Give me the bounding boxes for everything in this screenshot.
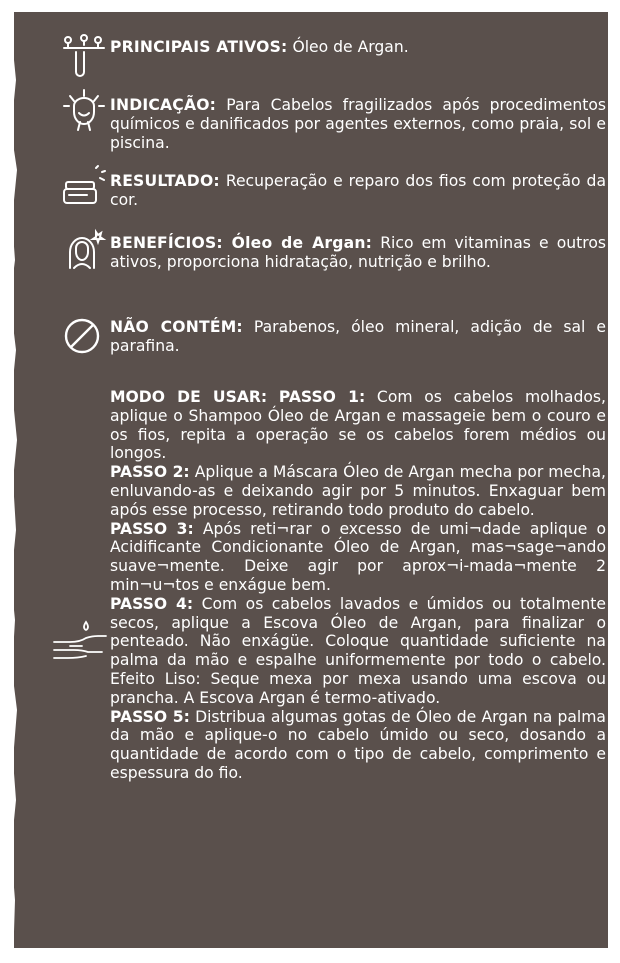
section-heading: INDICAÇÃO: bbox=[110, 96, 217, 114]
step-4 bbox=[110, 595, 606, 708]
section-text: Rico em vitaminas e outros ativos, proporciona hidratação, nutrição e brilho. bbox=[110, 234, 607, 271]
section-indicacao bbox=[110, 96, 606, 153]
step-2 bbox=[110, 463, 606, 519]
info-panel bbox=[14, 12, 608, 948]
step-label: PASSO 1: bbox=[278, 388, 366, 406]
step-label: PASSO 5: bbox=[110, 707, 190, 726]
modo-heading: MODO DE USAR: bbox=[110, 388, 268, 406]
step-3 bbox=[110, 520, 606, 595]
cream-jar-icon bbox=[60, 164, 108, 210]
section-resultado bbox=[110, 172, 606, 210]
section-heading: RESULTADO: bbox=[110, 172, 220, 190]
section-heading: PRINCIPAIS ATIVOS: bbox=[110, 38, 288, 56]
prohibited-icon bbox=[60, 314, 108, 360]
step-text: Com os cabelos lavados e úmidos ou totalmente secos, aplique a Escova Óleo de Argan, para finalizar o penteado. Não enxágüe. Coloque quantidade suficiente na palma da mão e espalhe uniformemente por todo o cabelo. Efeito Liso: Seque mexa por mexa usando uma escova ou prancha. A Escova Argan é termo-ativado. bbox=[110, 594, 606, 707]
step-label: PASSO 4: bbox=[110, 594, 194, 613]
section-text: Recuperação e reparo dos fios com proteção da cor. bbox=[110, 172, 606, 209]
section-text: Óleo de Argan. bbox=[287, 38, 409, 56]
step-text: Distribua algumas gotas de Óleo de Argan na palma da mão e aplique-o no cabelo úmido ou seco, dosando a quantidade de acordo com o tipo de cabelo, comprimento e espessura do fio. bbox=[110, 707, 606, 782]
section-text: Para Cabelos fragilizados após procedimentos químicos e danificados por agentes externos, como praia, sol e piscina. bbox=[110, 96, 606, 152]
step-5 bbox=[110, 708, 606, 783]
step-text: Com os cabelos molhados, aplique o Shampoo Óleo de Argan e massageie bem o couro e os fios, repita a operação se os cabelos forem médios ou longos. bbox=[110, 388, 606, 463]
section-principais-ativos bbox=[110, 38, 606, 57]
step-label: PASSO 3: bbox=[110, 519, 194, 538]
step-text: Aplique a Máscara Óleo de Argan mecha por mecha, enluvando-as e deixando agir por 5 minutos. Enxaguar bem após esse processo, retirando todo produto do cabelo. bbox=[110, 463, 606, 519]
section-heading: BENEFÍCIOS: Óleo de Argan: bbox=[110, 234, 373, 252]
face-shine-icon bbox=[60, 88, 108, 134]
step-label: PASSO 2: bbox=[110, 463, 190, 482]
section-heading: NÃO CONTÉM: bbox=[110, 318, 243, 336]
test-tubes-icon bbox=[60, 34, 108, 80]
woman-hair-icon bbox=[60, 228, 108, 274]
section-nao-contem bbox=[110, 318, 606, 356]
section-text: Parabenos, óleo mineral, adição de sal e parafina. bbox=[110, 318, 606, 355]
modo-de-usar bbox=[110, 388, 606, 783]
step-text: Após reti¬rar o excesso de umi¬dade aplique o Acidificante Condicionante Óleo de Argan, mas¬sage¬ando suave¬mente. Deixe agir por aprox¬i-mada¬mente 2 min¬u¬tos e enxágue bem. bbox=[110, 519, 607, 594]
section-beneficios bbox=[110, 234, 606, 272]
hand-drop-icon bbox=[52, 620, 112, 668]
step-1 bbox=[110, 388, 606, 463]
